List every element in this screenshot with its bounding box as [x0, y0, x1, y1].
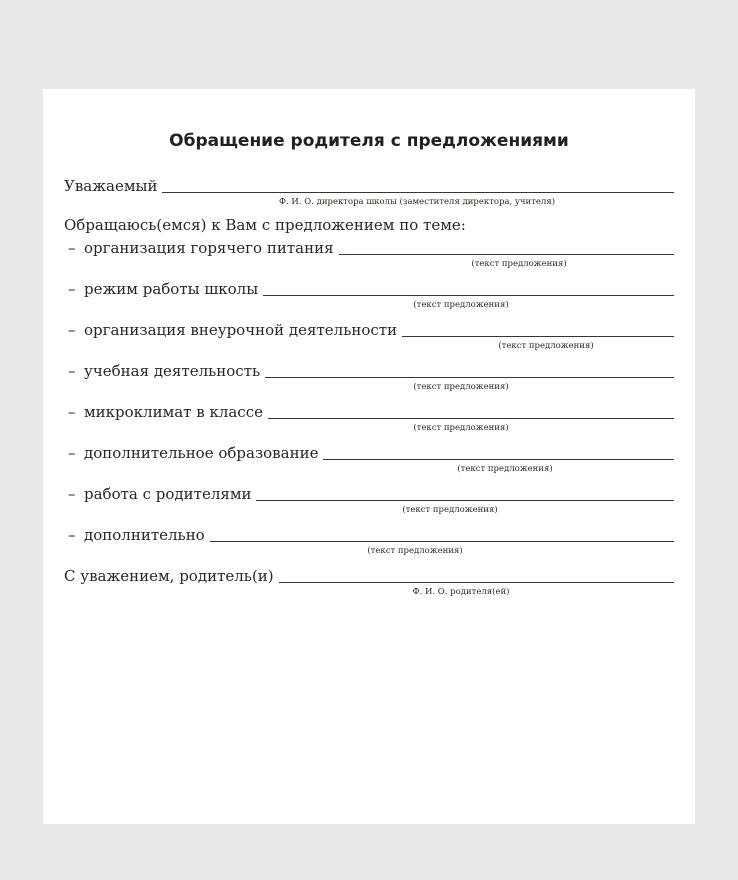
topic-label: организация горячего питания [84, 239, 334, 257]
topic-row [64, 319, 674, 355]
addressee-row [64, 175, 674, 211]
topic-field[interactable] [210, 541, 674, 542]
topic-caption: (текст предложения) [457, 464, 553, 474]
intro-text: Обращаюсь(емся) к Вам с предложением по теме: [64, 216, 466, 234]
topic-label: дополнительное образование [84, 444, 319, 462]
topic-caption: (текст предложения) [402, 505, 498, 515]
topic-row [64, 401, 674, 437]
topic-row [64, 278, 674, 314]
topic-row [64, 360, 674, 396]
closing-row [64, 565, 674, 601]
topic-dash: – [68, 280, 76, 298]
topic-field[interactable] [323, 459, 674, 460]
signature-field[interactable] [279, 582, 674, 583]
topic-caption: (текст предложения) [413, 423, 509, 433]
topic-caption: (текст предложения) [413, 382, 509, 392]
topic-field[interactable] [263, 295, 674, 296]
topic-label: режим работы школы [84, 280, 259, 298]
topic-field[interactable] [268, 418, 674, 419]
topic-label: дополнительно [84, 526, 205, 544]
topic-dash: – [68, 403, 76, 421]
topic-row [64, 442, 674, 478]
topic-dash: – [68, 239, 76, 257]
topic-dash: – [68, 485, 76, 503]
topic-dash: – [68, 526, 76, 544]
topic-field[interactable] [256, 500, 674, 501]
addressee-caption: Ф. И. О. директора школы (заместителя директора, учителя) [278, 197, 556, 207]
topic-label: учебная деятельность [84, 362, 261, 380]
topic-row [64, 237, 674, 273]
topic-dash: – [68, 321, 76, 339]
topic-row [64, 483, 674, 519]
topic-label: работа с родителями [84, 485, 252, 503]
form-title: Обращение родителя с предложениями [169, 131, 569, 151]
topic-dash: – [68, 444, 76, 462]
topic-field[interactable] [265, 377, 674, 378]
closing-caption: Ф. И. О. родителя(ей) [412, 587, 510, 597]
topic-caption: (текст предложения) [413, 300, 509, 310]
form-sheet [43, 89, 695, 824]
addressee-label: Уважаемый [64, 177, 158, 195]
topic-caption: (текст предложения) [498, 341, 594, 351]
topic-label: организация внеурочной деятельности [84, 321, 398, 339]
closing-label: С уважением, родитель(и) [64, 567, 274, 585]
topic-label: микроклимат в классе [84, 403, 263, 421]
topic-caption: (текст предложения) [367, 546, 463, 556]
topic-caption: (текст предложения) [471, 259, 567, 269]
topic-dash: – [68, 362, 76, 380]
addressee-field[interactable] [162, 192, 674, 193]
topic-field[interactable] [402, 336, 674, 337]
topic-field[interactable] [339, 254, 674, 255]
topic-row [64, 524, 674, 560]
